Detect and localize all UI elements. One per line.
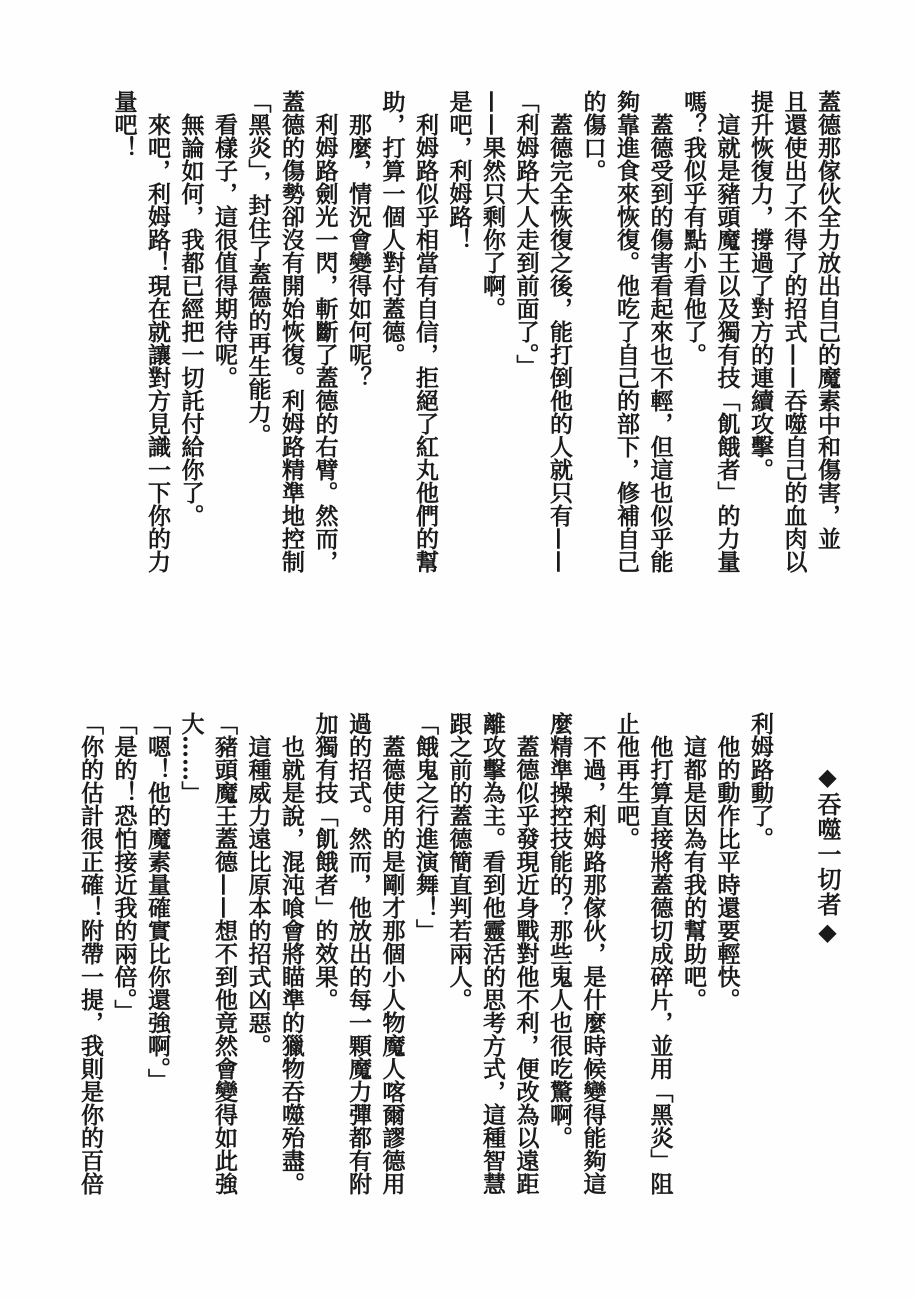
lower-text-column: 止他再生吧。 — [613, 712, 640, 850]
lower-text-column: 這都是因為有我的幫助吧。 — [680, 712, 707, 1011]
upper-text-column: 利姆路似乎相當有自信，拒絕了紅丸他們的幫 — [412, 90, 439, 573]
lower-text-column: 蓋德使用的是剛才那個小人物魔人喀爾謬德用 — [378, 712, 406, 1195]
lower-text-column: 加獨有技「飢餓者」的效果。 — [311, 712, 339, 1011]
upper-text-column: 看樣子，這很值得期待呢。 — [211, 90, 238, 389]
lower-text-column: 蓋德似乎發現近身戰對他不利，便改為以遠距 — [512, 712, 540, 1195]
lower-text-column: 「餓鬼之行進演舞！」 — [412, 712, 439, 942]
lower-text-column: ◆吞噬一切者◆ — [813, 712, 842, 947]
lower-text-column: 也就是說，混沌喰會將瞄準的獵物吞噬殆盡。 — [278, 712, 305, 1195]
upper-text-column: 蓋德那傢伙全力放出自己的魔素中和傷害，並 — [814, 90, 841, 550]
upper-text-column: 「利姆路大人走到前面了。」 — [512, 90, 540, 378]
lower-text-column: 「嗯！他的魔素量確實比你還強啊。」 — [144, 712, 171, 1092]
lower-text-column: 他的動作比平時還要輕快。 — [713, 712, 741, 1011]
upper-text-column: 利姆路劍光一閃，斬斷了蓋德的右臂。然而， — [311, 90, 339, 573]
lower-text-column: 過的招式。然而，他放出的每一顆魔力彈都有附 — [345, 712, 372, 1195]
upper-text-column: 那麼，情況會變得如何呢？ — [345, 90, 372, 389]
lower-text-column: 利姆路動了。 — [747, 712, 774, 850]
lower-text-column: 這種威力遠比原本的招式凶惡。 — [244, 712, 272, 1057]
upper-text-column: 蓋德完全恢復之後，能打倒他的人就只有—— — [546, 90, 573, 573]
lower-text-block — [74, 712, 845, 1212]
lower-text-column — [777, 712, 811, 1212]
lower-text-column: 麼精準操控技能的？那些鬼人也很吃驚啊。 — [546, 712, 573, 1149]
lower-text-column: 「豬頭魔王蓋德——想不到他竟然會變得如此強 — [211, 712, 238, 1195]
lower-text-column: 跟之前的蓋德簡直判若兩人。 — [445, 712, 473, 1011]
upper-text-column: 助，打算一個人對付蓋德。 — [378, 90, 406, 366]
upper-text-column: ——果然只剩你了啊。 — [479, 90, 506, 320]
upper-text-column: 這就是豬頭魔王以及獨有技「飢餓者」的力量 — [713, 90, 741, 573]
upper-text-column: 無論如何，我都已經把一切託付給你了。 — [177, 90, 205, 527]
lower-text-column: 不過，利姆路那傢伙，是什麼時候變得能夠這 — [579, 712, 607, 1195]
upper-text-column: 來吧，利姆路！現在就讓對方見識一下你的力 — [144, 90, 171, 573]
lower-text-column: 離攻擊為主。看到他靈活的思考方式，這種智慧 — [479, 712, 506, 1195]
upper-text-block — [107, 90, 844, 650]
upper-text-column: 提升恢復力，撐過了對方的連續攻擊。 — [747, 90, 774, 481]
lower-text-column: 他打算直接將蓋德切成碎片，並用「黑炎」阻 — [646, 712, 674, 1195]
upper-text-column: 量吧！ — [110, 90, 138, 159]
upper-text-column: 且還使出了不得了的招式——吞噬自己的血肉以 — [780, 90, 808, 573]
upper-text-column: 是吧，利姆路！ — [445, 90, 473, 251]
upper-text-column: 蓋德受到的傷害看起來也不輕，但這也似乎能 — [646, 90, 674, 573]
upper-text-column: 蓋德的傷勢卻沒有開始恢復。利姆路精準地控制 — [278, 90, 305, 573]
upper-text-column: 的傷口。 — [579, 90, 607, 182]
lower-text-column: 「是的！恐怕接近我的兩倍。」 — [110, 712, 138, 1023]
upper-text-column: 「黑炎」，封住了蓋德的再生能力。 — [244, 90, 272, 447]
upper-text-column: 夠靠進食來恢復。他吃了自己的部下，修補自己 — [613, 90, 640, 573]
lower-text-column: 「你的估計很正確！附帶一提，我則是你的百倍 — [77, 712, 104, 1195]
upper-text-column: 嗎？我似乎有點小看他了。 — [680, 90, 707, 366]
lower-text-column: 大……」 — [177, 712, 205, 804]
